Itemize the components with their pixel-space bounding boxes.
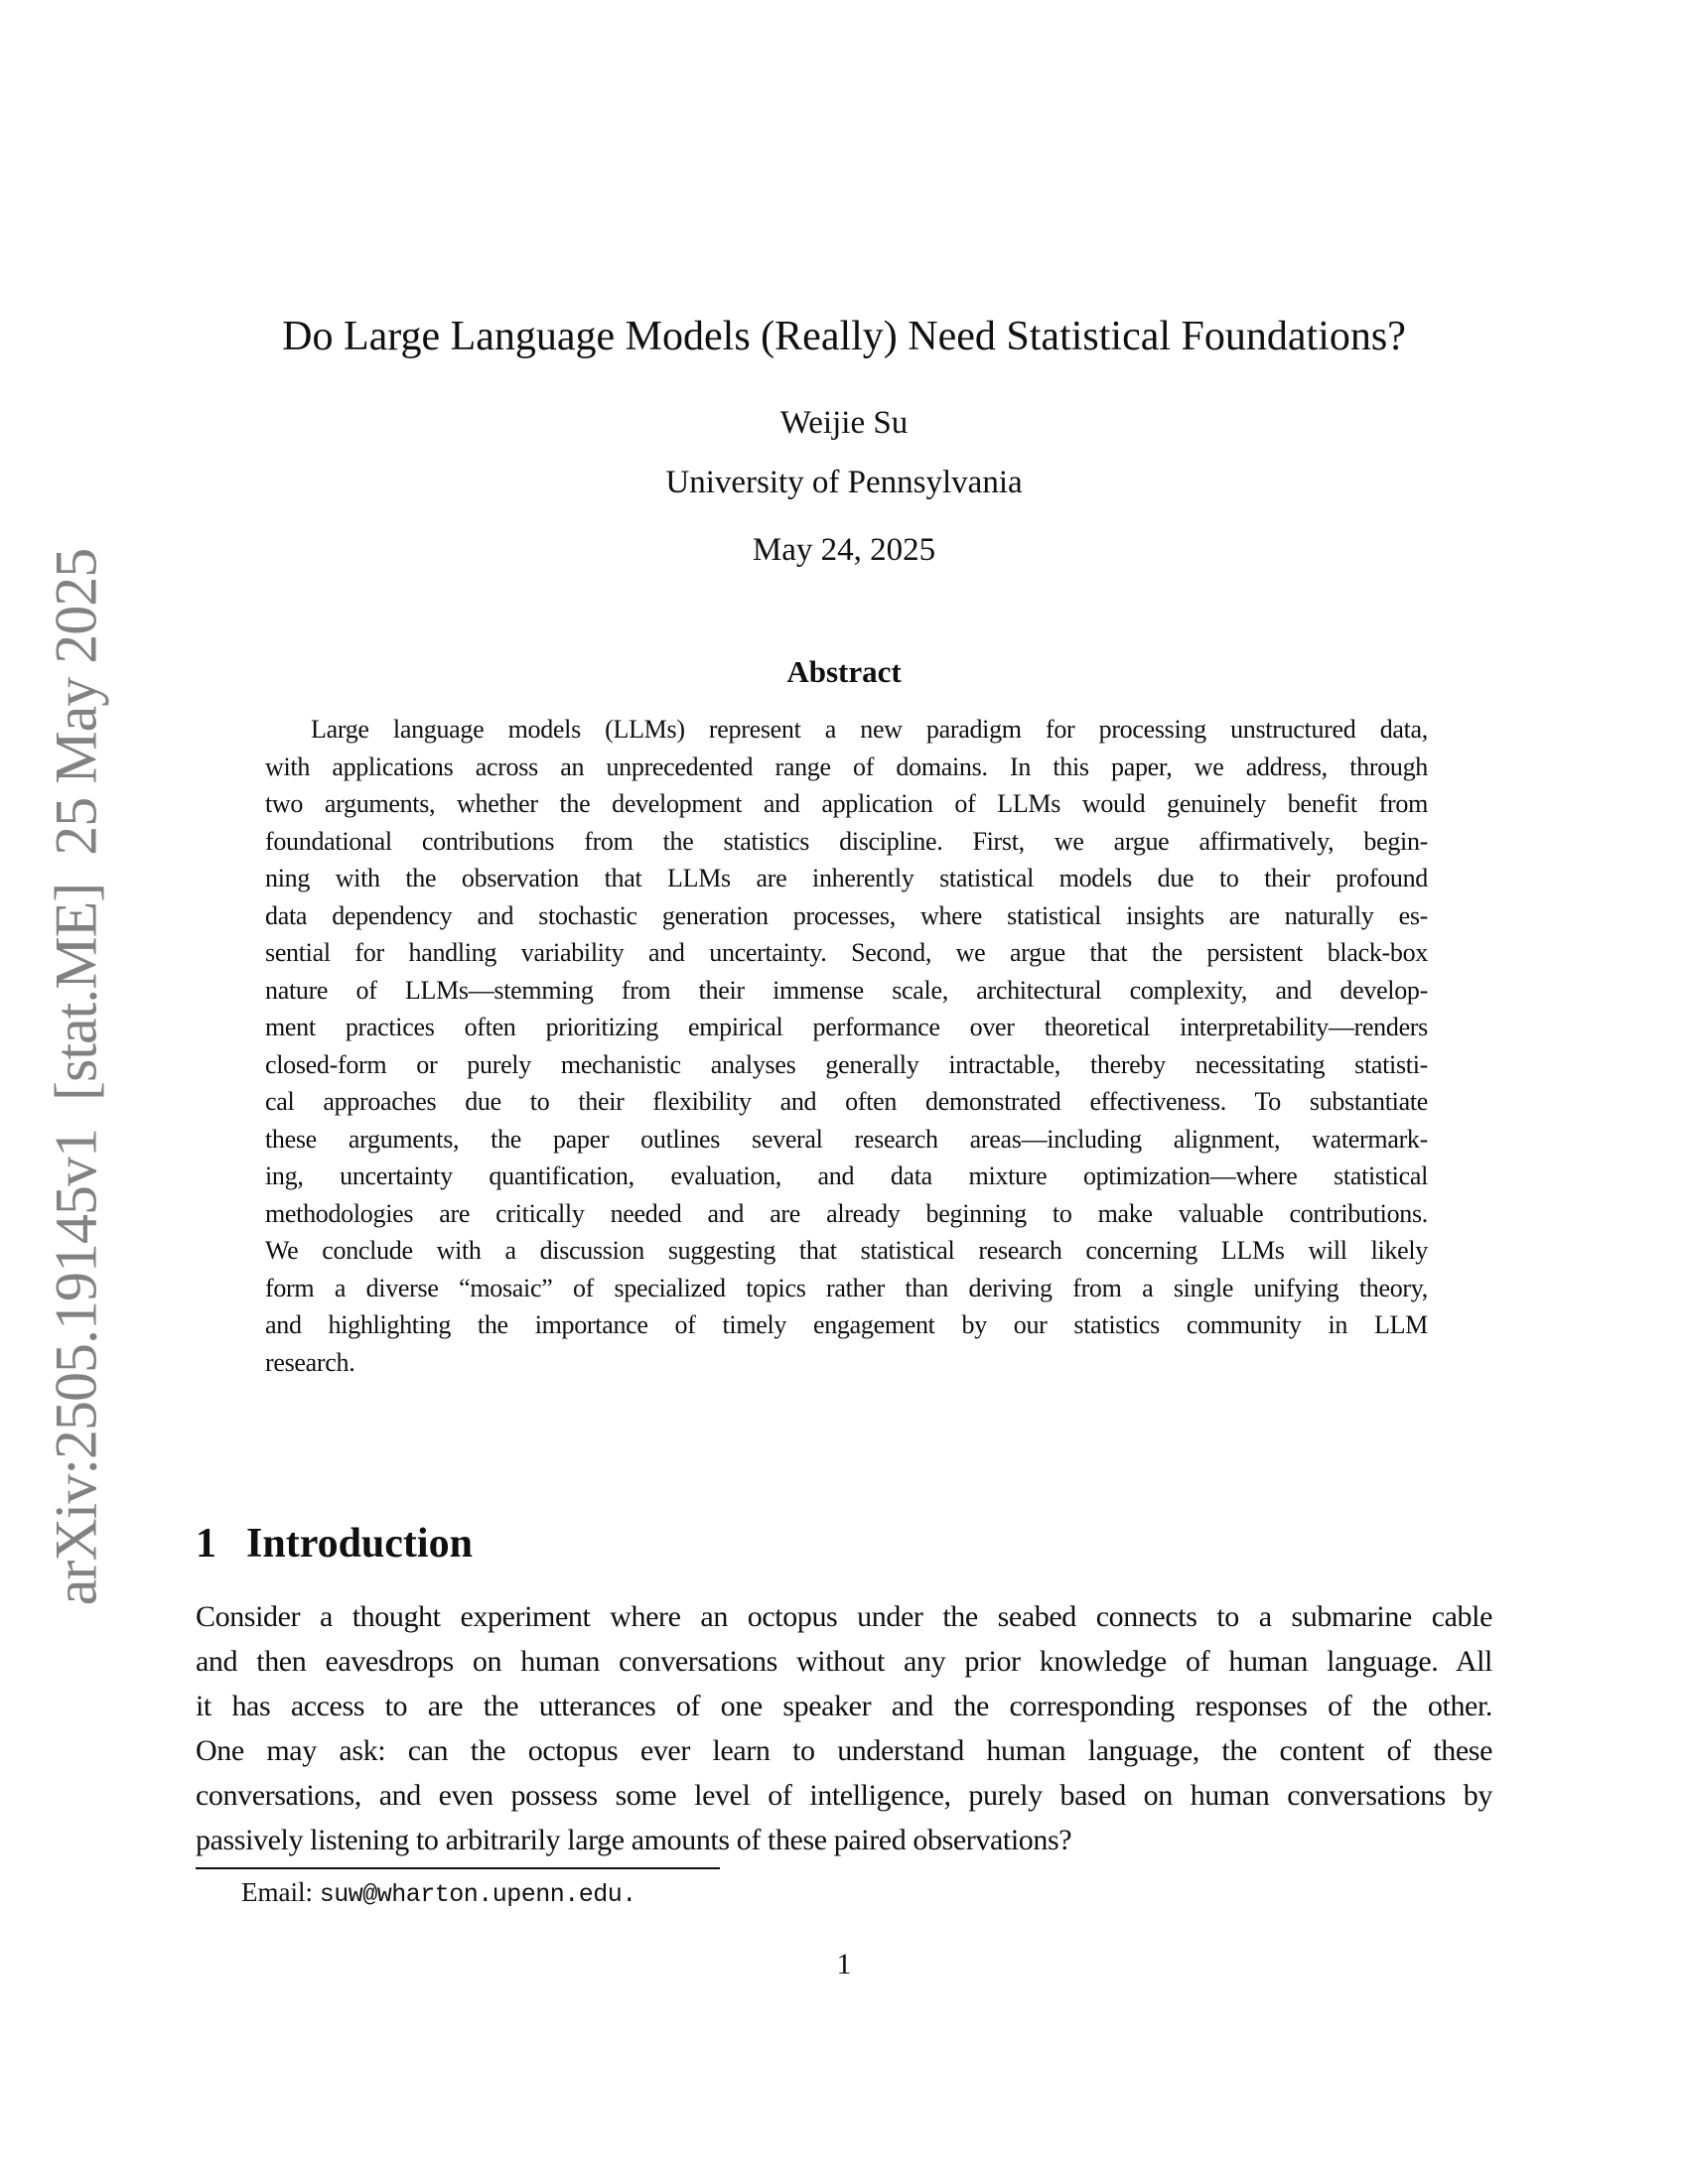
- footnote-email: suw@wharton.upenn.edu.: [319, 1880, 636, 1909]
- text-line: form a diverse “mosaic” of specialized topics rather than deriving from a single unifying theory,: [265, 1273, 1428, 1302]
- text-line: and then eavesdrops on human conversations without any prior knowledge of human language. All: [196, 1645, 1492, 1678]
- footnote-label: Email:: [241, 1877, 313, 1907]
- author-affiliation: University of Pennsylvania: [665, 465, 1023, 500]
- text-line: it has access to are the utterances of one speaker and the corresponding responses of the other.: [196, 1690, 1492, 1722]
- section-heading: [196, 1520, 473, 1568]
- abstract-heading: Abstract: [786, 654, 902, 689]
- text-line: nature of LLMs—stemming from their immense scale, architectural complexity, and develop-: [265, 975, 1428, 1005]
- section-title: Introduction: [246, 1521, 473, 1567]
- text-line: methodologies are critically needed and are already beginning to make valuable contributions.: [265, 1198, 1428, 1228]
- text-line: research.: [265, 1347, 355, 1377]
- text-line: data dependency and stochastic generation processes, where statistical insights are naturally es-: [265, 900, 1428, 930]
- text-line: foundational contributions from the statistics discipline. First, we argue affirmatively, begin-: [265, 826, 1428, 856]
- text-line: with applications across an unprecedented range of domains. In this paper, we address, through: [265, 751, 1428, 781]
- text-line: two arguments, whether the development and application of LLMs would genuinely benefit from: [265, 789, 1428, 818]
- footnote-rule: [196, 1867, 720, 1869]
- text-line: We conclude with a discussion suggesting that statistical research concerning LLMs will likely: [265, 1236, 1428, 1265]
- text-line: Large language models (LLMs) represent a new paradigm for processing unstructured data,: [311, 715, 1428, 744]
- text-line: ing, uncertainty quantification, evaluation, and data mixture optimization—where statistical: [265, 1161, 1428, 1190]
- text-line: these arguments, the paper outlines several research areas—including alignment, watermark-: [265, 1124, 1428, 1154]
- text-line: One may ask: can the octopus ever learn to understand human language, the content of these: [196, 1734, 1492, 1767]
- text-line: Consider a thought experiment where an octopus under the seabed connects to a submarine cable: [196, 1600, 1492, 1633]
- footnote: [196, 1875, 1492, 1912]
- text-line: ment practices often prioritizing empirical performance over theoretical interpretability—renders: [265, 1013, 1428, 1041]
- text-line: and highlighting the importance of timely engagement by our statistics community in LLM: [265, 1310, 1428, 1339]
- section-number: 1: [196, 1521, 216, 1567]
- text-line: cal approaches due to their flexibility and often demonstrated effectiveness. To substantiate: [265, 1087, 1428, 1116]
- abstract-text: [265, 711, 1428, 1381]
- author-name: Weijie Su: [779, 405, 909, 441]
- page-number: 1: [836, 1948, 852, 1980]
- text-line: conversations, and even possess some level of intelligence, purely based on human conversations by: [196, 1779, 1492, 1812]
- text-line: passively listening to arbitrarily large amounts of these paired observations?: [196, 1824, 1072, 1856]
- text-line: sential for handling variability and uncertainty. Second, we argue that the persistent black-box: [265, 938, 1428, 967]
- arxiv-watermark: arXiv:2505.19145v1 [stat.ME] 25 May 2025: [43, 548, 109, 1606]
- introduction-paragraph: [196, 1594, 1492, 1862]
- paper-title: Do Large Language Models (Really) Need Statistical Foundations?: [282, 314, 1406, 359]
- text-line: closed-form or purely mechanistic analyses generally intractable, thereby necessitating statisti-: [265, 1049, 1428, 1079]
- text-line: ning with the observation that LLMs are inherently statistical models due to their profound: [265, 864, 1428, 892]
- paper-date: May 24, 2025: [752, 532, 936, 568]
